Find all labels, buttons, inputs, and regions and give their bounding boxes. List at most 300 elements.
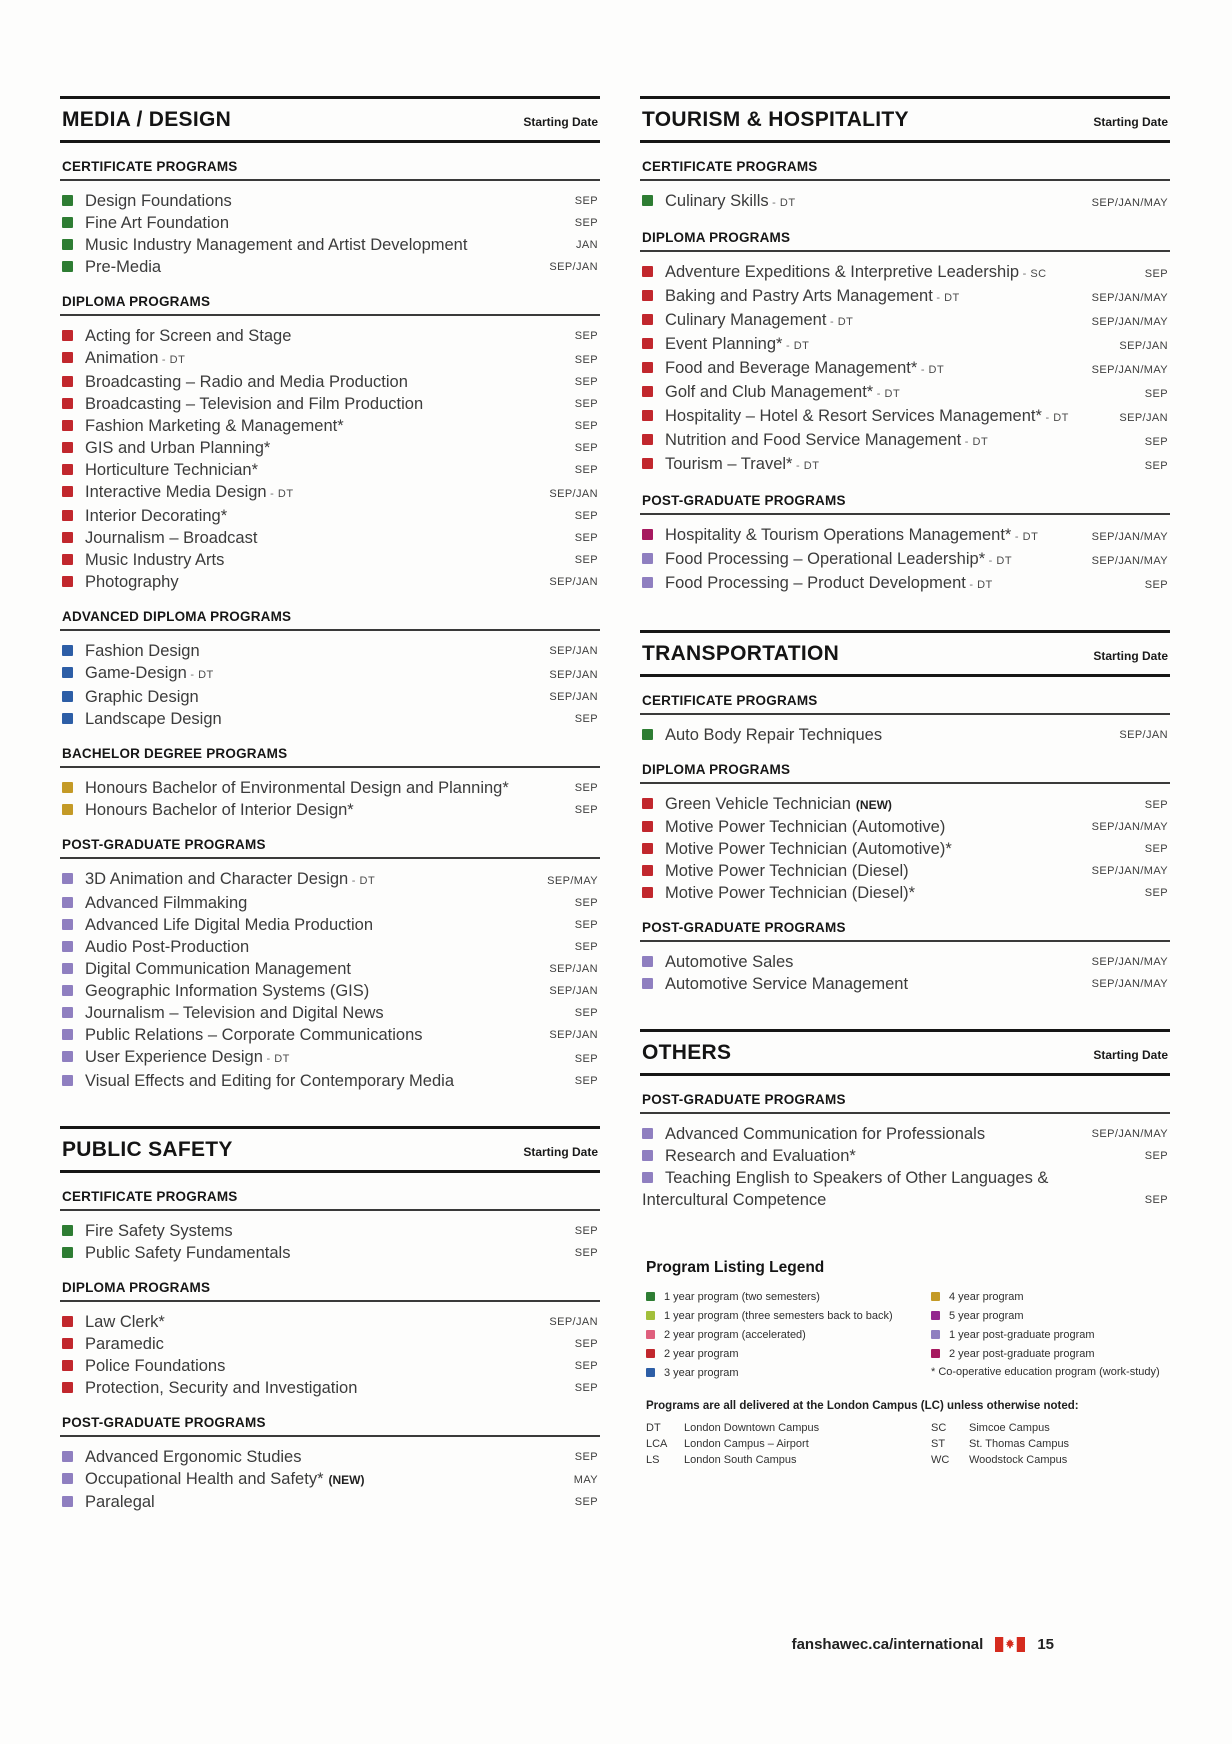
program-name: Auto Body Repair Techniques [665, 726, 883, 744]
campus-name: Woodstock Campus [969, 1454, 1068, 1466]
program-date: SEP [1144, 843, 1168, 855]
program-date: SEP/JAN/MAY [1091, 865, 1168, 877]
program-name-cell [62, 393, 575, 415]
program-name-cell [62, 662, 549, 686]
program-row [60, 958, 600, 980]
program-group [60, 159, 600, 278]
program-type-icon [642, 529, 653, 540]
campus-code: - DT [348, 875, 375, 887]
campus-name: London Campus – Airport [684, 1438, 809, 1450]
campus-item [646, 1436, 931, 1452]
program-date: SEP [1144, 1194, 1168, 1206]
program-name: Motive Power Technician (Diesel)* [665, 884, 916, 902]
program-rows [640, 190, 1170, 214]
program-rows [60, 777, 600, 821]
campus-code: - DT [961, 436, 988, 448]
program-date: SEP [574, 1075, 598, 1087]
program-name-cell [62, 1468, 574, 1491]
program-type-icon [642, 410, 653, 421]
program-type-icon [62, 195, 73, 206]
program-name: Interactive Media Design [85, 483, 267, 501]
program-date: SEP [574, 1247, 598, 1259]
legend-swatch [931, 1330, 940, 1339]
program-name: Culinary Skills [665, 192, 769, 210]
program-type-icon [62, 1075, 73, 1086]
program-row [640, 453, 1170, 477]
program-name: Hospitality & Tourism Operations Management* [665, 526, 1012, 544]
campus-code: - DT [263, 1053, 290, 1065]
program-name: Culinary Management [665, 311, 827, 329]
campus-code: - DT [985, 555, 1012, 567]
program-row [60, 415, 600, 437]
section-title: TOURISM & HOSPITALITY [642, 108, 909, 131]
program-name-cell [62, 1070, 575, 1092]
legend-label: 2 year post-graduate program [949, 1348, 1095, 1360]
program-date: SEP [574, 420, 598, 432]
group-heading: CERTIFICATE PROGRAMS [640, 159, 1170, 181]
program-row [640, 572, 1170, 596]
program-name: Paralegal [85, 1493, 155, 1511]
program-group [640, 762, 1170, 904]
program-type-icon [62, 442, 73, 453]
program-row [640, 1123, 1170, 1145]
group-heading: DIPLOMA PROGRAMS [640, 762, 1170, 784]
program-row [60, 799, 600, 821]
program-date: SEP [1144, 436, 1168, 448]
group-heading: CERTIFICATE PROGRAMS [60, 159, 600, 181]
program-name: Journalism – Broadcast [85, 529, 258, 547]
program-date: SEP/JAN/MAY [1091, 364, 1168, 376]
program-row [60, 549, 600, 571]
program-name-cell [62, 1333, 575, 1355]
section-title: OTHERS [642, 1041, 732, 1064]
program-row [60, 914, 600, 936]
program-name-cell [62, 549, 575, 571]
program-name: Music Industry Arts [85, 551, 225, 569]
program-date: SEP [1144, 799, 1168, 811]
program-name: Pre-Media [85, 258, 162, 276]
starting-date-label: Starting Date [1093, 1048, 1168, 1062]
program-date: SEP/JAN [549, 576, 598, 588]
program-row [60, 481, 600, 505]
program-date: SEP [574, 217, 598, 229]
program-type-icon [642, 195, 653, 206]
campus-code-label: LCA [646, 1438, 668, 1450]
program-row [60, 325, 600, 347]
program-date: SEP [1144, 388, 1168, 400]
program-rows [60, 325, 600, 593]
legend-left-column [646, 1289, 931, 1384]
program-group [60, 746, 600, 821]
program-date: SEP [574, 713, 598, 725]
campus-item [931, 1420, 1170, 1436]
program-name: Hospitality – Hotel & Resort Services Management* [665, 407, 1042, 425]
program-row [60, 1468, 600, 1491]
legend-label: 2 year program [664, 1348, 739, 1360]
program-name-cell [642, 405, 1119, 429]
program-type-icon [642, 821, 653, 832]
program-type-icon [62, 1496, 73, 1507]
program-group [640, 159, 1170, 214]
program-date: SEP/JAN [1119, 340, 1168, 352]
program-date: SEP/JAN [549, 985, 598, 997]
program-type-icon [642, 729, 653, 740]
program-type-icon [62, 239, 73, 250]
group-heading: DIPLOMA PROGRAMS [640, 230, 1170, 252]
program-date: SEP [574, 1338, 598, 1350]
program-name: Motive Power Technician (Automotive) [665, 818, 946, 836]
program-name-cell [62, 481, 549, 505]
starting-date-label: Starting Date [523, 115, 598, 129]
program-name: User Experience Design [85, 1048, 263, 1066]
legend-right-items [931, 1289, 1170, 1362]
program-name-cell [62, 371, 575, 393]
legend-item [646, 1346, 931, 1362]
program-name: Research and Evaluation* [665, 1147, 856, 1165]
program-section [640, 1029, 1170, 1211]
program-date: SEP/JAN [549, 261, 598, 273]
program-name-cell [62, 892, 575, 914]
program-type-icon [642, 1172, 653, 1183]
section-title: MEDIA / DESIGN [62, 108, 232, 131]
program-row [60, 1377, 600, 1399]
program-date: SEP [574, 1382, 598, 1394]
program-group [640, 920, 1170, 995]
legend-item [646, 1327, 931, 1343]
program-name-cell [62, 936, 575, 958]
program-name: Nutrition and Food Service Management [665, 431, 962, 449]
program-row [60, 1242, 600, 1264]
program-row [640, 860, 1170, 882]
program-name: Motive Power Technician (Diesel) [665, 862, 909, 880]
program-name: Adventure Expeditions & Interpretive Leadership [665, 263, 1020, 281]
section-header [60, 96, 600, 143]
program-group [60, 294, 600, 593]
program-row [60, 1446, 600, 1468]
program-date: SEP [574, 354, 598, 366]
program-name-cell [642, 1167, 1145, 1211]
campus-code-label: ST [931, 1438, 946, 1450]
program-type-icon [62, 330, 73, 341]
program-date: SEP [574, 1496, 598, 1508]
program-name: Fire Safety Systems [85, 1222, 233, 1240]
legend-item [931, 1327, 1170, 1343]
program-name: Acting for Screen and Stage [85, 327, 292, 345]
program-type-icon [62, 645, 73, 656]
program-name: Advanced Life Digital Media Production [85, 916, 374, 934]
program-type-icon [62, 464, 73, 475]
program-name: Police Foundations [85, 1357, 226, 1375]
program-row [640, 285, 1170, 309]
program-date: SEP/MAY [547, 875, 598, 887]
program-row [60, 936, 600, 958]
program-rows [640, 1123, 1170, 1211]
program-name: Journalism – Television and Digital News [85, 1004, 384, 1022]
program-group [60, 837, 600, 1092]
program-group [60, 1280, 600, 1399]
campus-code: - SC [1019, 268, 1047, 280]
legend-item [931, 1346, 1170, 1362]
program-name-cell [62, 708, 575, 730]
campus-code-label: WC [931, 1454, 950, 1466]
program-rows [60, 868, 600, 1092]
program-date: JAN [576, 239, 598, 251]
page-number: 15 [1037, 1636, 1054, 1653]
program-name: Fashion Design [85, 642, 200, 660]
program-type-icon [642, 290, 653, 301]
program-name-cell [62, 1311, 549, 1333]
program-row [640, 838, 1170, 860]
program-row [60, 212, 600, 234]
footer-url: fanshawec.ca/international [791, 1636, 984, 1653]
program-type-icon [62, 217, 73, 228]
program-row [60, 708, 600, 730]
program-name-cell [62, 212, 575, 234]
program-name-cell [62, 777, 575, 799]
program-name-cell [642, 309, 1092, 333]
program-name: Tourism – Travel* [665, 455, 793, 473]
program-date: SEP [574, 1360, 598, 1372]
program-name-cell [642, 357, 1092, 381]
program-row [640, 1145, 1170, 1167]
group-heading: DIPLOMA PROGRAMS [60, 1280, 600, 1302]
program-date: SEP [574, 464, 598, 476]
program-name: Occupational Health and Safety* [85, 1470, 324, 1488]
program-name: Golf and Club Management* [665, 383, 874, 401]
program-name: Automotive Service Management [665, 975, 909, 993]
program-date: SEP [574, 376, 598, 388]
program-name: Interior Decorating* [85, 507, 228, 525]
program-type-icon [62, 1316, 73, 1327]
campus-code-label: LS [646, 1454, 660, 1466]
program-name: Advanced Filmmaking [85, 894, 248, 912]
legend-swatch [931, 1311, 940, 1320]
program-name: Game-Design [85, 664, 187, 682]
program-row [640, 524, 1170, 548]
program-name-cell [62, 234, 576, 256]
program-date: SEP [574, 1451, 598, 1463]
program-row [640, 816, 1170, 838]
program-name-cell [642, 429, 1145, 453]
program-row [60, 1220, 600, 1242]
program-row [640, 793, 1170, 816]
program-type-icon [62, 576, 73, 587]
program-type-icon [642, 956, 653, 967]
program-type-icon [642, 978, 653, 989]
program-date: MAY [573, 1474, 598, 1486]
program-name-cell [62, 459, 575, 481]
legend-swatch [646, 1292, 655, 1301]
program-name-cell [642, 572, 1145, 596]
legend-item [931, 1308, 1170, 1324]
program-name-cell [62, 686, 549, 708]
group-heading: POST-GRADUATE PROGRAMS [640, 1092, 1170, 1114]
program-row [60, 980, 600, 1002]
program-group [640, 230, 1170, 477]
program-name-cell [62, 958, 549, 980]
program-name: Food Processing – Operational Leadership* [665, 550, 986, 568]
program-name-cell [62, 1446, 575, 1468]
campus-code: - DT [792, 460, 819, 472]
campus-code: - DT [782, 340, 809, 352]
program-date: SEP [574, 782, 598, 794]
program-type-icon [62, 1225, 73, 1236]
program-row [60, 347, 600, 371]
program-type-icon [642, 553, 653, 564]
group-heading: POST-GRADUATE PROGRAMS [60, 1415, 600, 1437]
program-row [640, 724, 1170, 746]
program-date: SEP/JAN/MAY [1091, 316, 1168, 328]
program-date: SEP [574, 1053, 598, 1065]
campus-code: - DT [966, 579, 993, 591]
program-name-cell [62, 571, 549, 593]
campus-name: Simcoe Campus [969, 1422, 1050, 1434]
campus-code: - DT [873, 388, 900, 400]
program-row [60, 393, 600, 415]
program-name-cell [62, 347, 575, 371]
program-type-icon [62, 897, 73, 908]
legend-right-column [931, 1289, 1170, 1384]
legend-label: 5 year program [949, 1310, 1024, 1322]
program-type-icon [62, 352, 73, 363]
campus-code-label: SC [931, 1422, 947, 1434]
program-rows [640, 724, 1170, 746]
program-row [60, 1311, 600, 1333]
program-date: SEP/JAN [549, 488, 598, 500]
program-type-icon [62, 510, 73, 521]
program-date: SEP/JAN/MAY [1091, 821, 1168, 833]
program-row [60, 777, 600, 799]
canada-flag-icon [995, 1635, 1025, 1654]
program-row [60, 1046, 600, 1070]
new-badge: (NEW) [328, 1473, 365, 1487]
program-date: SEP [1144, 887, 1168, 899]
program-name: Audio Post-Production [85, 938, 250, 956]
legend-label: 2 year program (accelerated) [664, 1329, 806, 1341]
program-type-icon [62, 1360, 73, 1371]
campus-name: London South Campus [684, 1454, 797, 1466]
legend-swatch [646, 1368, 655, 1377]
program-name: Fashion Marketing & Management* [85, 417, 344, 435]
program-name: Paramedic [85, 1335, 164, 1353]
program-row [640, 333, 1170, 357]
program-type-icon [62, 691, 73, 702]
program-date: SEP/JAN/MAY [1091, 531, 1168, 543]
program-date: SEP [1144, 579, 1168, 591]
program-name-cell [62, 505, 575, 527]
program-type-icon [642, 266, 653, 277]
new-badge: (NEW) [855, 798, 892, 812]
program-name: Broadcasting – Radio and Media Production [85, 373, 408, 391]
program-row [60, 1002, 600, 1024]
program-name: Automotive Sales [665, 953, 794, 971]
program-name-cell [642, 882, 1145, 904]
program-date: SEP [574, 1225, 598, 1237]
program-date: SEP [574, 195, 598, 207]
program-row [640, 1167, 1170, 1211]
program-row [640, 405, 1170, 429]
program-row [60, 527, 600, 549]
program-name: Digital Communication Management [85, 960, 351, 978]
program-name: Teaching English to Speakers of Other Languages & Intercultural Competence [642, 1169, 1049, 1209]
program-name-cell [642, 333, 1119, 357]
campus-item [931, 1452, 1170, 1468]
program-row [60, 1355, 600, 1377]
program-name-cell [62, 1377, 575, 1399]
program-date: SEP [1144, 268, 1168, 280]
program-name: Animation [85, 349, 159, 367]
legend-columns [646, 1289, 1170, 1384]
program-row [60, 686, 600, 708]
campus-code: - DT [826, 316, 853, 328]
program-name-cell [62, 868, 547, 892]
program-name: Design Foundations [85, 192, 232, 210]
program-name-cell [642, 548, 1092, 572]
legend-title: Program Listing Legend [646, 1259, 825, 1276]
legend-swatch [931, 1349, 940, 1358]
program-row [640, 882, 1170, 904]
program-date: SEP/JAN/MAY [1091, 1128, 1168, 1140]
program-group [60, 609, 600, 730]
program-name-cell [642, 1123, 1092, 1145]
program-name-cell [62, 415, 575, 437]
program-name-cell [642, 261, 1145, 285]
program-type-icon [62, 1007, 73, 1018]
program-type-icon [62, 782, 73, 793]
program-name: Landscape Design [85, 710, 222, 728]
campus-columns [646, 1420, 1170, 1468]
program-type-icon [642, 843, 653, 854]
campus-code: - DT [158, 354, 185, 366]
program-row [60, 437, 600, 459]
program-name: Honours Bachelor of Environmental Design and Planning* [85, 779, 509, 797]
program-group [640, 1092, 1170, 1211]
campus-code: - DT [917, 364, 944, 376]
program-row [60, 640, 600, 662]
legend-label: 1 year program (two semesters) [664, 1291, 820, 1303]
program-name-cell [62, 640, 549, 662]
program-date: SEP/JAN [1119, 412, 1168, 424]
program-type-icon [642, 434, 653, 445]
legend-label: 1 year program (three semesters back to back) [664, 1310, 893, 1322]
program-row [60, 190, 600, 212]
program-type-icon [642, 1150, 653, 1161]
program-name-cell [642, 190, 1092, 214]
program-type-icon [62, 398, 73, 409]
program-date: SEP/JAN [549, 669, 598, 681]
program-row [60, 1024, 600, 1046]
program-date: SEP [574, 804, 598, 816]
program-date: SEP [1144, 1150, 1168, 1162]
program-rows [60, 1446, 600, 1513]
program-type-icon [62, 1338, 73, 1349]
program-name-cell [62, 325, 575, 347]
program-name: Fine Art Foundation [85, 214, 230, 232]
program-date: SEP/JAN [549, 645, 598, 657]
program-type-icon [62, 1051, 73, 1062]
program-date: SEP/JAN [549, 691, 598, 703]
program-name: Honours Bachelor of Interior Design* [85, 801, 354, 819]
program-type-icon [642, 338, 653, 349]
program-name: Food Processing – Product Development [665, 574, 966, 592]
campus-code: - DT [187, 669, 214, 681]
program-rows [60, 190, 600, 278]
section-header [640, 630, 1170, 677]
program-name-cell [642, 381, 1145, 405]
group-heading: POST-GRADUATE PROGRAMS [60, 837, 600, 859]
program-name-cell [62, 190, 575, 212]
program-type-icon [642, 458, 653, 469]
